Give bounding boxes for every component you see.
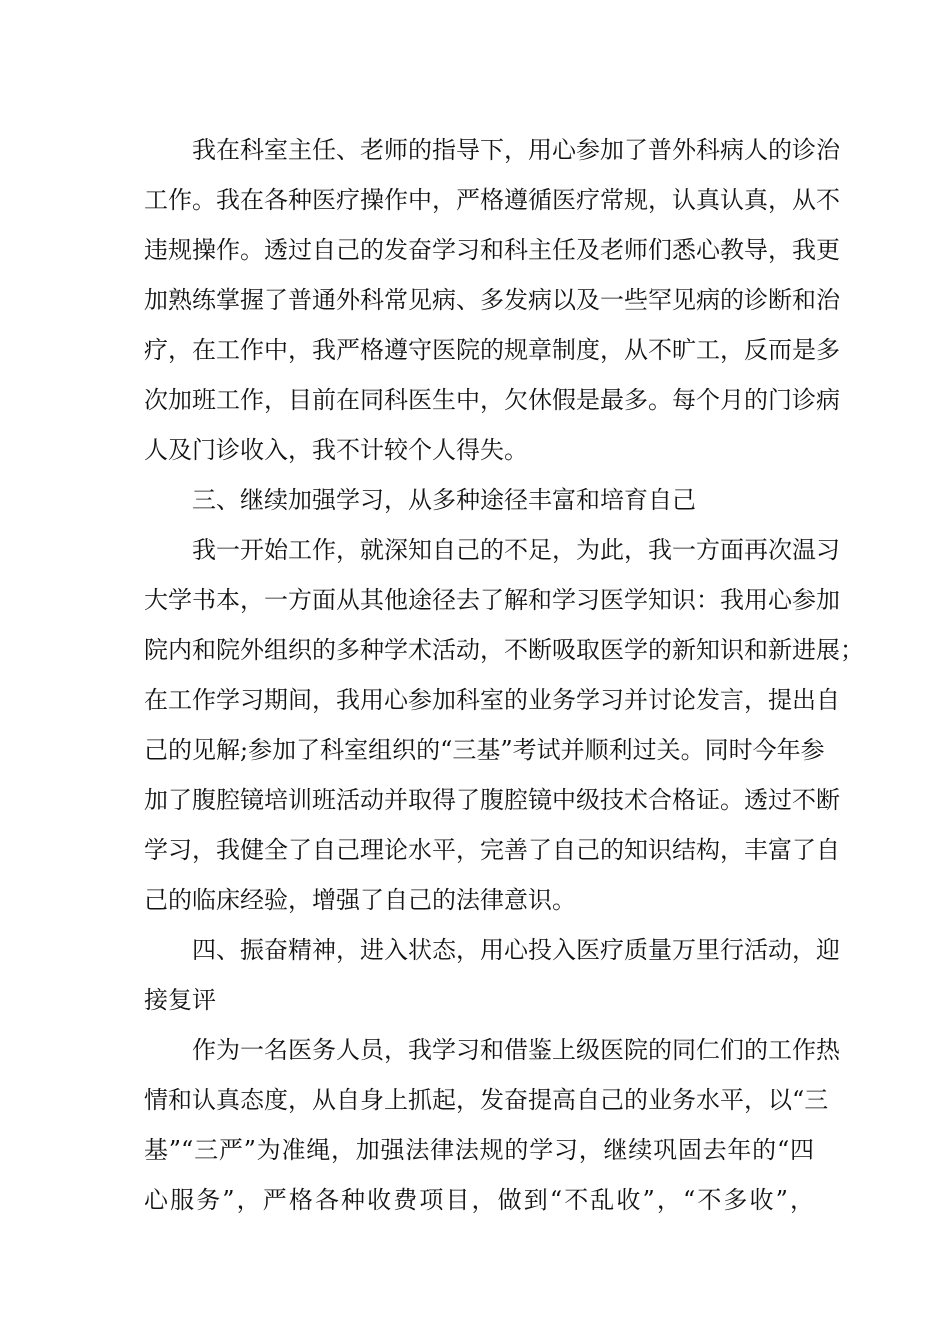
paragraph-3-line-1: 我一开始工作，就深知自己的不足，为此，我一方面再次温习 xyxy=(192,536,840,564)
paragraph-1-line-2: 工作。我在各种医疗操作中，严格遵循医疗常规，认真认真，从不 xyxy=(144,186,840,214)
paragraph-3-line-8: 己的临床经验，增强了自己的法律意识。 xyxy=(144,886,576,914)
paragraph-3-line-7: 学习，我健全了自己理论水平，完善了自己的知识结构，丰富了自 xyxy=(144,836,840,864)
paragraph-1-line-6: 次加班工作，目前在同科医生中，欠休假是最多。每个月的门诊病 xyxy=(144,386,840,414)
section-heading-3: 三、继续加强学习，从多种途径丰富和培育自己 xyxy=(192,486,696,514)
paragraph-5-line-1: 作为一名医务人员，我学习和借鉴上级医院的同仁们的工作热 xyxy=(192,1036,840,1064)
section-heading-4-line-2: 接复评 xyxy=(144,986,216,1014)
paragraph-1-line-4: 加熟练掌握了普通外科常见病、多发病以及一些罕见病的诊断和治 xyxy=(144,286,840,314)
paragraph-3-line-4: 在工作学习期间，我用心参加科室的业务学习并讨论发言，提出自 xyxy=(144,686,840,714)
paragraph-1-line-7: 人及门诊收入，我不计较个人得失。 xyxy=(144,436,528,464)
paragraph-5-line-3: 基”“三严”为准绳，加强法律法规的学习，继续巩固去年的“四 xyxy=(144,1136,814,1164)
paragraph-3-line-3: 院内和院外组织的多种学术活动，不断吸取医学的新知识和新进展； xyxy=(144,636,864,664)
paragraph-1-line-5: 疗，在工作中，我严格遵守医院的规章制度，从不旷工，反而是多 xyxy=(144,336,840,364)
paragraph-5-line-2: 情和认真态度，从自身上抓起，发奋提高自己的业务水平，以“三 xyxy=(144,1086,829,1114)
paragraph-3-line-2: 大学书本，一方面从其他途径去了解和学习医学知识：我用心参加 xyxy=(144,586,840,614)
section-heading-4-line-1: 四、振奋精神，进入状态，用心投入医疗质量万里行活动，迎 xyxy=(192,936,840,964)
paragraph-3-line-5: 己的见解;参加了科室组织的“三基”考试并顺利过关。同时今年参 xyxy=(144,736,825,764)
paragraph-5-line-4: 心服务”，严格各种收费项目，做到“不乱收”，“不多收”， xyxy=(144,1186,814,1214)
paragraph-3-line-6: 加了腹腔镜培训班活动并取得了腹腔镜中级技术合格证。透过不断 xyxy=(144,786,840,814)
paragraph-1-line-1: 我在科室主任、老师的指导下，用心参加了普外科病人的诊治 xyxy=(192,136,840,164)
paragraph-1-line-3: 违规操作。透过自己的发奋学习和科主任及老师们悉心教导，我更 xyxy=(144,236,840,264)
